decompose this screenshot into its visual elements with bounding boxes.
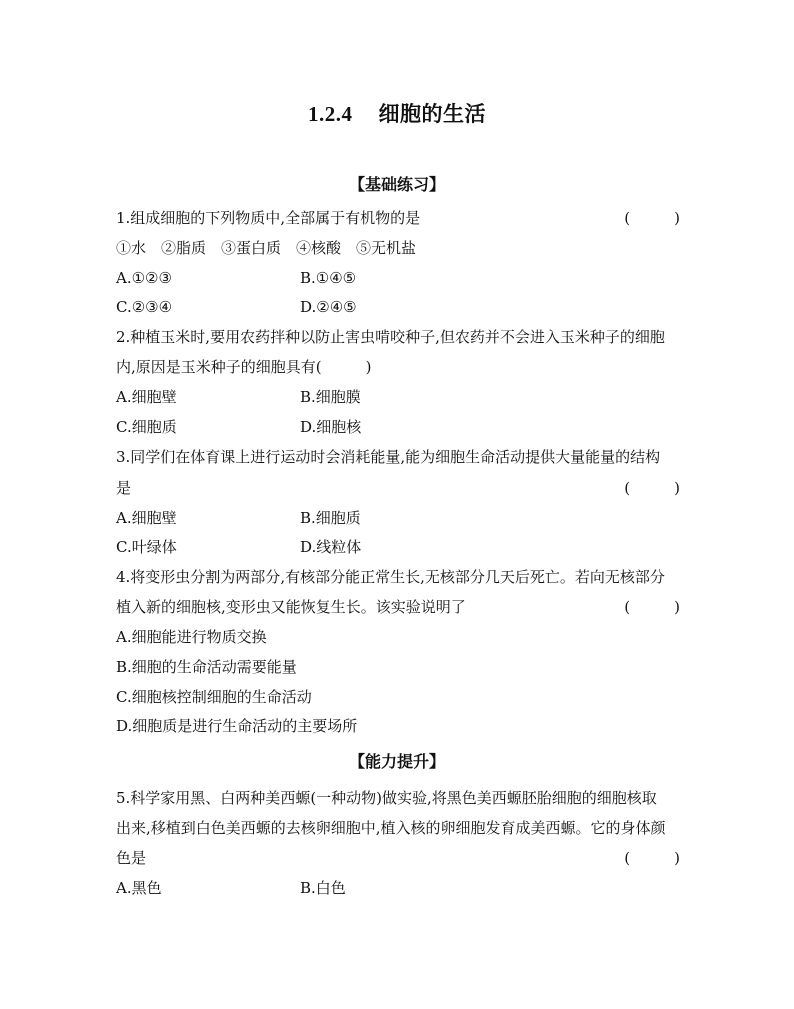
- answer-blank: ( ): [624, 849, 680, 867]
- option-c: C.②③④: [116, 298, 173, 316]
- question-2-stem-line-1: 2.种植玉米时,要用农药拌种以防止害虫啃咬种子,但农药并不会进入玉米种子的细胞: [116, 328, 665, 346]
- question-4-option-a: A.细胞能进行物质交换: [116, 628, 267, 646]
- question-2-stem-line-2: 内,原因是玉米种子的细胞具有( ): [116, 358, 372, 376]
- section-heading-basic: 【基础练习】: [348, 175, 445, 194]
- option-b: B.白色: [300, 879, 346, 897]
- question-2-options-row-2: [116, 417, 680, 437]
- answer-blank: ( ): [624, 479, 680, 497]
- question-5-stem-line-2: 出来,移植到白色美西螈的去核卵细胞中,植入核的卵细胞发育成美西螈。它的身体颜: [116, 819, 666, 837]
- question-5-stem-line-3: 色是 ( ): [116, 849, 680, 867]
- section-heading-advanced: 【能力提升】: [348, 752, 445, 771]
- option-a: A.细胞壁: [116, 388, 177, 406]
- option-d: D.线粒体: [300, 538, 362, 556]
- option-d: D.②④⑤: [300, 298, 357, 316]
- question-1-stem-line-1: 1.组成细胞的下列物质中,全部属于有机物的是: [116, 209, 421, 227]
- question-4-option-b: B.细胞的生命活动需要能量: [116, 658, 297, 676]
- answer-blank: ( ): [624, 598, 680, 616]
- option-b: B.①④⑤: [300, 269, 357, 287]
- option-a: A.黑色: [116, 879, 162, 897]
- question-3-stem-line-2: 是 ( ): [116, 479, 680, 497]
- question-4-option-c: C.细胞核控制细胞的生命活动: [116, 688, 312, 706]
- question-3-options-row-1: [116, 508, 680, 528]
- page-title: [0, 98, 794, 128]
- title-number: 1.2.4: [308, 102, 353, 126]
- question-1-items: ①水 ②脂质 ③蛋白质 ④核酸 ⑤无机盐: [116, 239, 417, 257]
- question-1-options-row-1: [116, 268, 680, 288]
- answer-blank: ( ): [624, 209, 680, 227]
- question-4-stem-line-2: 植入新的细胞核,变形虫又能恢复生长。该实验说明了 ( ): [116, 598, 680, 616]
- option-b: B.细胞膜: [300, 388, 361, 406]
- option-d: D.细胞核: [300, 418, 362, 436]
- question-1-stem: [116, 208, 680, 228]
- question-1-options-row-2: [116, 297, 680, 317]
- option-b: B.细胞质: [300, 509, 361, 527]
- question-5-options-row-1: [116, 878, 680, 898]
- question-4-option-d: D.细胞质是进行生命活动的主要场所: [116, 717, 358, 735]
- option-a: A.①②③: [116, 269, 172, 287]
- question-4-stem-line-1: 4.将变形虫分割为两部分,有核部分能正常生长,无核部分几天后死亡。若向无核部分: [116, 568, 665, 586]
- option-c: C.叶绿体: [116, 538, 177, 556]
- question-3-options-row-2: [116, 537, 680, 557]
- option-a: A.细胞壁: [116, 509, 177, 527]
- option-c: C.细胞质: [116, 418, 177, 436]
- question-2-options-row-1: [116, 387, 680, 407]
- question-5-stem-line-1: 5.科学家用黑、白两种美西螈(一种动物)做实验,将黑色美西螈胚胎细胞的细胞核取: [116, 789, 657, 807]
- question-3-stem-line-1: 3.同学们在体育课上进行运动时会消耗能量,能为细胞生命活动提供大量能量的结构: [116, 448, 661, 466]
- title-text: 细胞的生活: [378, 101, 486, 126]
